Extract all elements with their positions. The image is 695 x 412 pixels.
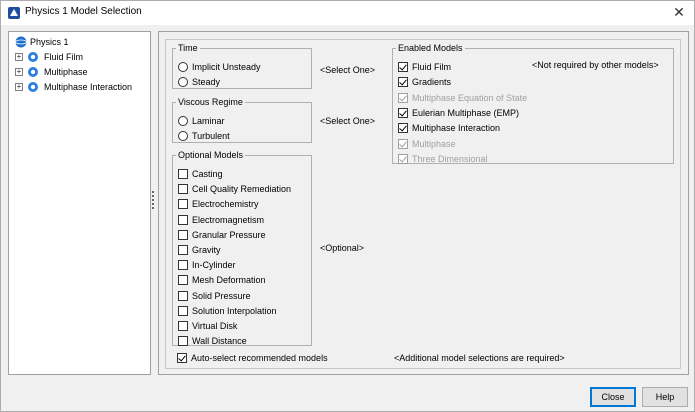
radio-label: Steady (192, 77, 221, 87)
checkbox-label: Solution Interpolation (192, 305, 277, 316)
checkbox-label: Multiphase Interaction (412, 123, 501, 134)
auto-select-checkbox-row[interactable] (177, 351, 347, 365)
model-group-icon (27, 51, 39, 63)
viscous-regime-legend: Viscous Regime (178, 97, 243, 107)
checkbox-label: Cell Quality Remediation (192, 184, 292, 195)
optional-model-virtual-disk[interactable] (178, 319, 306, 333)
auto-select-label: Auto-select recommended models (191, 353, 328, 363)
time-group (172, 43, 312, 89)
expand-icon[interactable]: + (16, 52, 22, 61)
model-selection-pane (158, 31, 689, 375)
checkbox[interactable] (398, 77, 408, 87)
checkbox[interactable] (178, 306, 188, 316)
expand-icon[interactable]: + (16, 82, 22, 91)
optional-models-legend: Optional Models (178, 150, 244, 160)
enabled-model-eulerian-multiphase-emp[interactable] (398, 106, 578, 120)
app-icon (7, 6, 21, 20)
checkbox-label: Granular Pressure (192, 229, 266, 240)
optional-model-electrochemistry[interactable] (178, 197, 306, 211)
optional-model-solid-pressure[interactable] (178, 289, 306, 303)
help-button[interactable]: Help (642, 387, 688, 407)
radio-steady[interactable] (178, 75, 303, 89)
checkbox[interactable] (178, 321, 188, 331)
checkbox-label: Casting (192, 169, 223, 179)
checkbox[interactable] (178, 184, 188, 194)
title-bar (1, 1, 694, 25)
radio-label: Laminar (192, 116, 225, 126)
checkbox-label: Electrochemistry (192, 199, 259, 210)
checkbox-label: Multiphase (412, 138, 456, 149)
checkbox-label: Gravity (192, 245, 221, 255)
radio-button[interactable] (178, 116, 188, 126)
checkbox[interactable] (398, 123, 408, 133)
checkbox-label: In-Cylinder (192, 260, 236, 271)
checkbox[interactable] (398, 108, 408, 118)
checkbox[interactable] (178, 275, 188, 285)
enabled-model-multiphase-interaction[interactable] (398, 121, 578, 135)
enabled-model-multiphase (398, 137, 578, 151)
additional-selections-status: <Additional model selections are required> (394, 353, 565, 363)
checkbox-label: Wall Distance (192, 336, 247, 347)
time-select-note: <Select One> (320, 65, 376, 75)
enabled-model-gradients[interactable] (398, 75, 578, 89)
optional-models-group (172, 150, 312, 346)
optional-model-solution-interpolation[interactable] (178, 304, 306, 318)
checkbox-label: Electromagnetism (192, 214, 265, 225)
pane-splitter-handle[interactable] (152, 191, 155, 211)
radio-turbulent[interactable] (178, 129, 303, 143)
enabled-models-note: <Not required by other models> (532, 60, 659, 70)
optional-model-cell-quality-remediation[interactable] (178, 182, 306, 196)
expand-icon[interactable]: + (16, 67, 22, 76)
checkbox-label: Virtual Disk (192, 321, 238, 331)
tree-item-label: Multiphase Interaction (44, 82, 133, 92)
checkbox-label: Eulerian Multiphase (EMP) (412, 107, 520, 118)
optional-model-mesh-deformation[interactable] (178, 273, 306, 287)
enabled-model-three-dimensional (398, 152, 578, 166)
radio-button[interactable] (178, 77, 188, 87)
viscous-regime-group (172, 97, 312, 143)
sphere-icon (15, 36, 27, 48)
viscous-select-note: <Select One> (320, 116, 376, 126)
radio-label: Implicit Unsteady (192, 62, 261, 72)
tree-item-fluid-film[interactable] (12, 50, 147, 64)
tree-item-label: Fluid Film (44, 52, 84, 62)
enabled-models-group (392, 43, 674, 164)
close-button[interactable]: Close (590, 387, 636, 407)
radio-implicit-unsteady[interactable] (178, 60, 303, 74)
optional-model-in-cylinder[interactable] (178, 258, 306, 272)
optional-model-gravity[interactable] (178, 243, 306, 257)
models-panel (165, 39, 681, 369)
checkbox[interactable] (178, 245, 188, 255)
checkbox (398, 154, 408, 164)
enabled-models-legend: Enabled Models (398, 43, 463, 53)
tree-item-label: Multiphase (44, 67, 88, 77)
optional-model-wall-distance[interactable] (178, 334, 306, 348)
checkbox[interactable] (178, 169, 188, 179)
window-close-button[interactable]: ✕ (673, 4, 685, 20)
checkbox[interactable] (178, 230, 188, 240)
checkbox-label: Multiphase Equation of State (412, 92, 528, 103)
checkbox[interactable] (178, 215, 188, 225)
radio-label: Turbulent (192, 131, 230, 141)
checkbox-label: Three Dimensional (412, 153, 488, 164)
checkbox-label: Mesh Deformation (192, 275, 266, 286)
window-title: Physics 1 Model Selection (25, 6, 142, 17)
tree-item-multiphase[interactable] (12, 65, 147, 79)
checkbox[interactable] (398, 62, 408, 72)
tree-root-label: Physics 1 (30, 37, 69, 47)
checkbox (398, 139, 408, 149)
model-group-icon (27, 81, 39, 93)
model-group-icon (27, 66, 39, 78)
enabled-model-multiphase-equation-of-state (398, 91, 578, 105)
time-group-legend: Time (178, 43, 198, 53)
optional-model-casting[interactable] (178, 167, 306, 181)
tree-item-multiphase-interaction[interactable] (12, 80, 150, 94)
radio-button[interactable] (178, 131, 188, 141)
checkbox[interactable] (178, 260, 188, 270)
physics-tree (8, 31, 151, 375)
radio-button[interactable] (178, 62, 188, 72)
radio-laminar[interactable] (178, 114, 303, 128)
checkbox (398, 93, 408, 103)
auto-select-checkbox[interactable] (177, 353, 187, 363)
checkbox[interactable] (178, 336, 188, 346)
optional-note: <Optional> (320, 243, 365, 253)
checkbox[interactable] (178, 291, 188, 301)
checkbox[interactable] (178, 199, 188, 209)
optional-model-electromagnetism[interactable] (178, 213, 306, 227)
checkbox-label: Fluid Film (412, 62, 452, 72)
tree-root-physics[interactable] (12, 35, 147, 49)
checkbox-label: Solid Pressure (192, 290, 251, 301)
checkbox-label: Gradients (412, 77, 452, 88)
optional-model-granular-pressure[interactable] (178, 228, 306, 242)
